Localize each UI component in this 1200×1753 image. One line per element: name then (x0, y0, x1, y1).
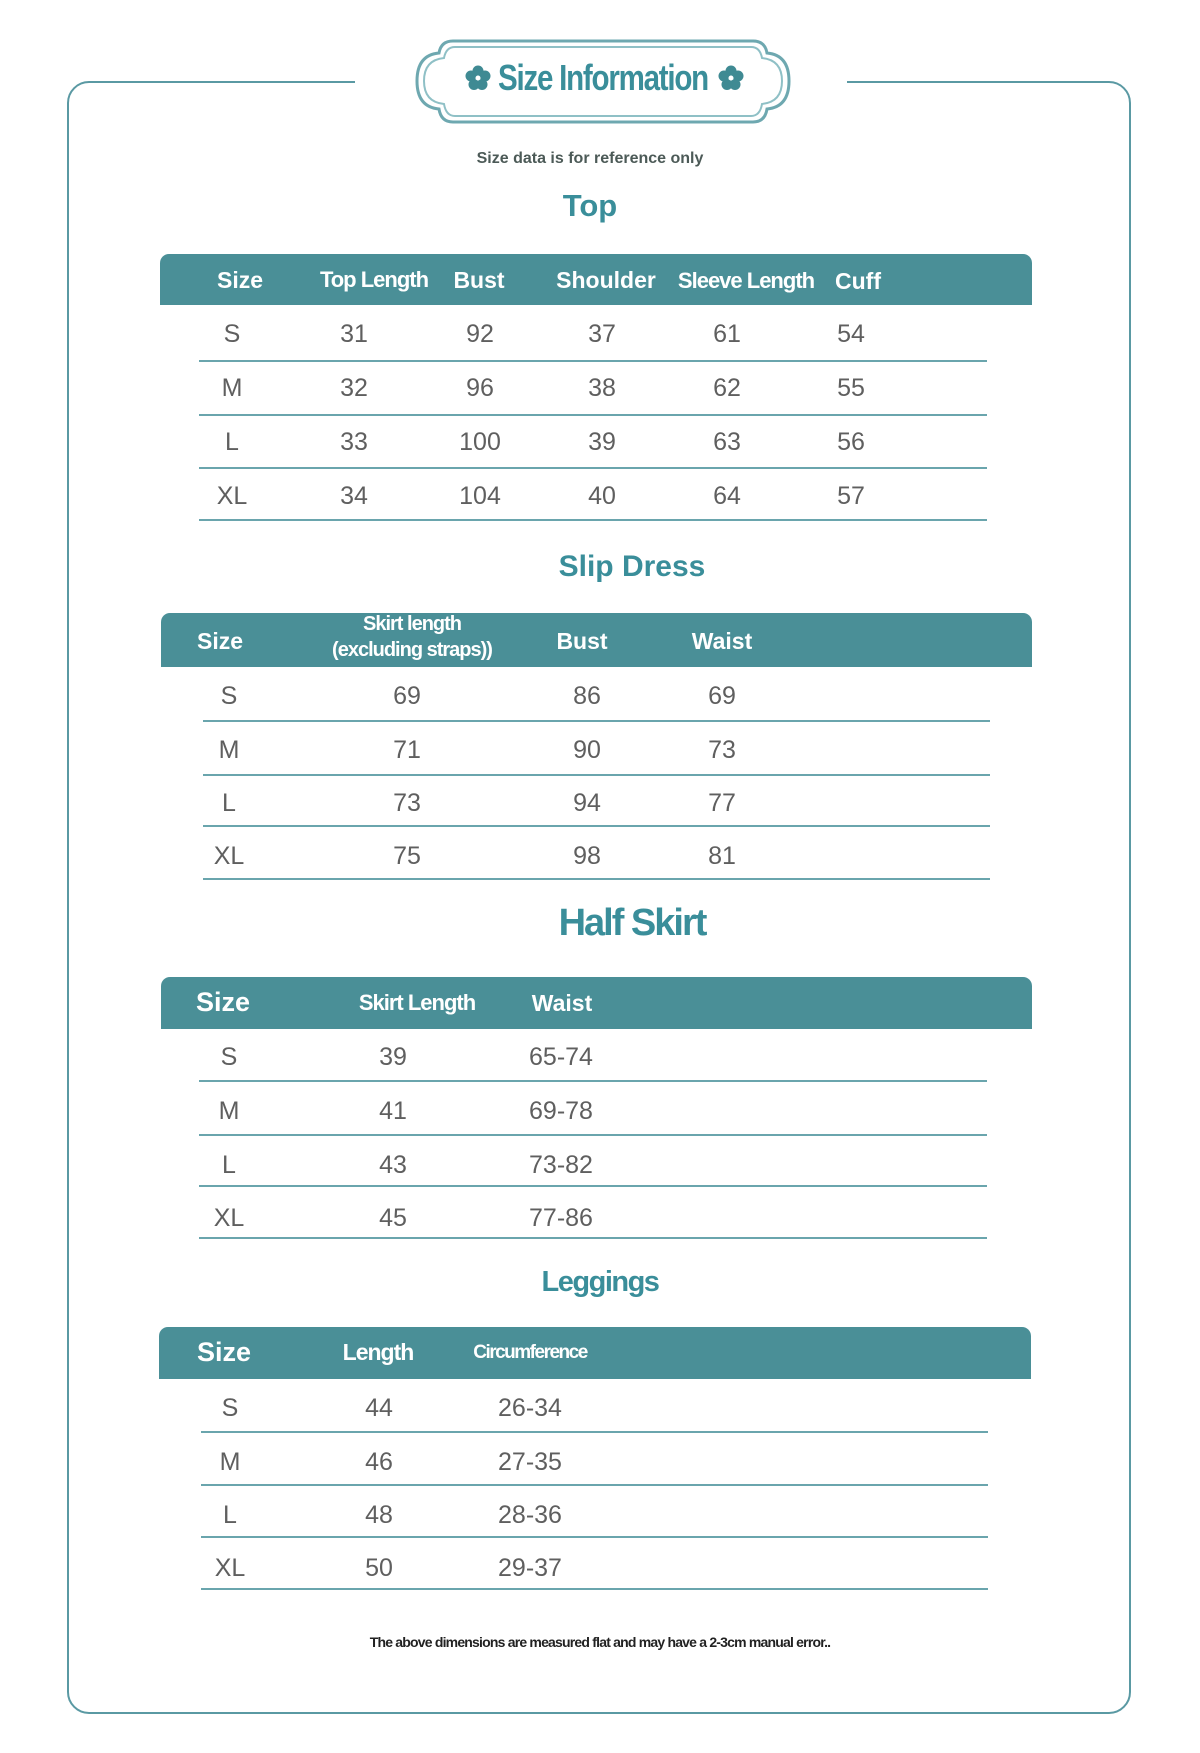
cell: 77-86 (529, 1204, 593, 1232)
cell: 94 (573, 789, 601, 817)
cell: 33 (340, 428, 368, 456)
cell: L (222, 789, 236, 817)
cell: 43 (379, 1151, 407, 1179)
cell: 31 (340, 320, 368, 348)
cell: 73-82 (529, 1151, 593, 1179)
cell: 27-35 (498, 1448, 562, 1476)
row-divider (201, 1536, 988, 1538)
cell: XL (214, 1554, 246, 1582)
table-header-leggings (159, 1327, 1031, 1379)
row-divider (203, 720, 990, 722)
page-title: Size Information (498, 57, 708, 98)
cell: 40 (588, 482, 616, 510)
row-divider (201, 1484, 988, 1486)
row-divider (203, 774, 990, 776)
cell: 41 (379, 1097, 407, 1125)
cell: S (221, 1394, 239, 1422)
col-header: Top Length (319, 267, 429, 292)
cell: 39 (588, 428, 616, 456)
row-divider (201, 1431, 988, 1433)
cell: 90 (573, 736, 601, 764)
cell: 86 (573, 682, 601, 710)
cell: XL (216, 482, 248, 510)
row-divider (199, 1237, 987, 1239)
col-header: Waist (691, 628, 753, 654)
cell: M (221, 374, 243, 402)
cell: 61 (713, 320, 741, 348)
cell: 64 (713, 482, 741, 510)
cell: 28-36 (498, 1501, 562, 1529)
cell: M (219, 1448, 241, 1476)
col-header: Size (216, 267, 264, 293)
cell: 69-78 (529, 1097, 593, 1125)
row-divider (203, 878, 990, 880)
cell: 54 (837, 320, 865, 348)
cell: 65-74 (529, 1043, 593, 1071)
col-header: Skirt length (362, 613, 462, 635)
row-divider (203, 825, 990, 827)
col-header: Size (196, 1337, 252, 1367)
cell: 98 (573, 842, 601, 870)
row-divider (199, 360, 987, 362)
cell: 71 (393, 736, 421, 764)
cell: 44 (365, 1394, 393, 1422)
cell: 69 (708, 682, 736, 710)
row-divider (199, 1185, 987, 1187)
cell: 38 (588, 374, 616, 402)
cell: 77 (708, 789, 736, 817)
cell: 73 (393, 789, 421, 817)
row-divider (199, 1134, 987, 1136)
section-title-half-skirt: Half Skirt (558, 902, 706, 944)
row-divider (199, 519, 987, 521)
footer-note: The above dimensions are measured flat and may have a 2-3cm manual error.. (369, 1634, 831, 1650)
cell: 63 (713, 428, 741, 456)
col-header: Bust (453, 267, 505, 293)
title-plaque (413, 35, 793, 128)
col-header: Shoulder (556, 267, 656, 293)
cell: S (220, 1043, 238, 1071)
row-divider (201, 1588, 988, 1590)
cell: 32 (340, 374, 368, 402)
col-header: Waist (531, 990, 593, 1016)
table-header-top (160, 254, 1032, 305)
cell: 46 (365, 1448, 393, 1476)
table-header-slip-dress (161, 613, 1032, 667)
cell: XL (213, 1204, 245, 1232)
table-header-half-skirt (161, 977, 1032, 1029)
col-header: Bust (556, 628, 608, 654)
cell: 96 (466, 374, 494, 402)
cell: XL (213, 842, 245, 870)
cell: 50 (365, 1554, 393, 1582)
cell: 92 (466, 320, 494, 348)
cell: L (222, 1151, 236, 1179)
cell: 39 (379, 1043, 407, 1071)
cell: 45 (379, 1204, 407, 1232)
row-divider (199, 1080, 987, 1082)
cell: L (223, 1501, 237, 1529)
cell: 62 (713, 374, 741, 402)
cell: 37 (588, 320, 616, 348)
cell: 48 (365, 1501, 393, 1529)
cell: 26-34 (498, 1394, 562, 1422)
cell: 73 (708, 736, 736, 764)
row-divider (199, 414, 987, 416)
cell: 104 (459, 482, 501, 510)
col-header: Size (196, 628, 244, 654)
col-header: Skirt Length (358, 990, 476, 1015)
cell: M (218, 1097, 240, 1125)
section-title-leggings: Leggings (541, 1266, 659, 1298)
cell: S (223, 320, 241, 348)
reference-subtitle: Size data is for reference only (476, 150, 704, 167)
flower-icon (718, 65, 744, 91)
cell: 57 (837, 482, 865, 510)
col-header-sub: (excluding straps)) (332, 639, 492, 661)
col-header: Sleeve Length (677, 268, 815, 293)
cell: 34 (340, 482, 368, 510)
col-header: Cuff (835, 268, 881, 294)
section-title-top: Top (562, 188, 618, 223)
cell: 75 (393, 842, 421, 870)
cell: S (220, 682, 238, 710)
row-divider (199, 467, 987, 469)
cell: 55 (837, 374, 865, 402)
col-header: Length (342, 1339, 414, 1365)
cell: 100 (459, 428, 501, 456)
section-title-slip-dress: Slip Dress (558, 550, 706, 583)
col-header: Circumference (473, 1342, 587, 1363)
cell: M (218, 736, 240, 764)
col-header: Size (195, 987, 251, 1017)
cell: 29-37 (498, 1554, 562, 1582)
cell: 69 (393, 682, 421, 710)
cell: L (225, 428, 239, 456)
cell: 56 (837, 428, 865, 456)
cell: 81 (708, 842, 736, 870)
